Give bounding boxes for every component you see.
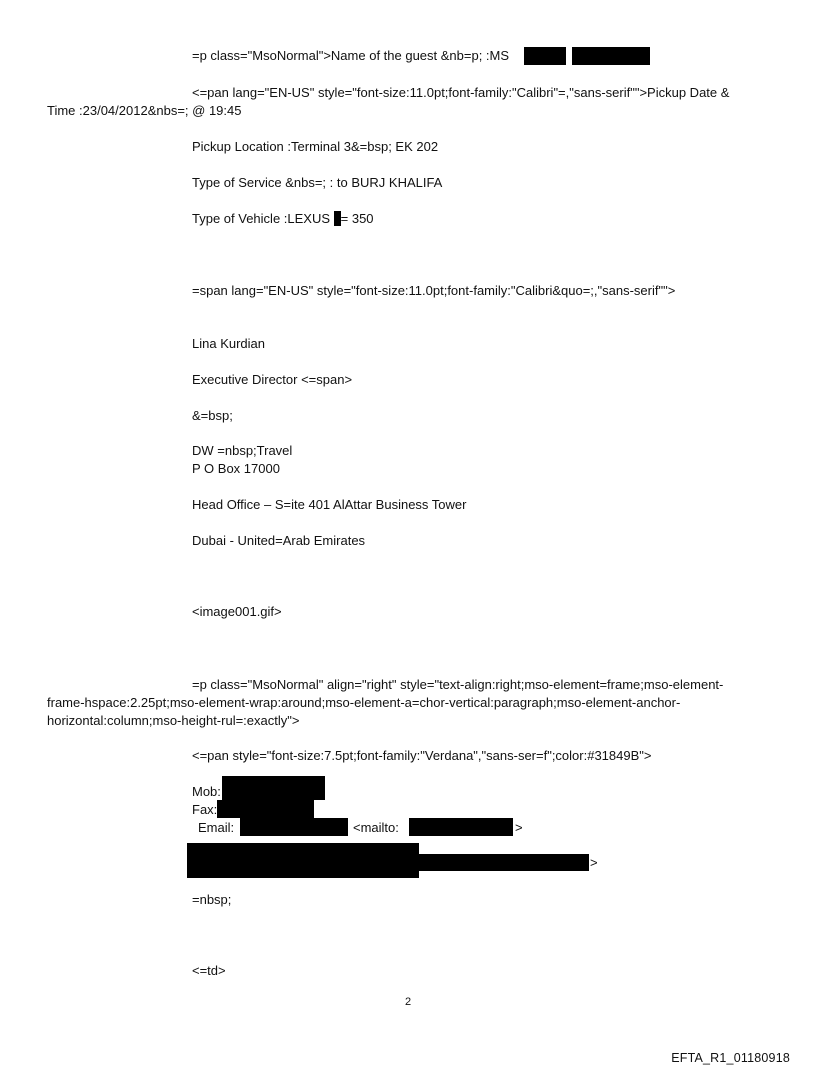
redaction-block: [334, 211, 341, 226]
image-placeholder: <image001.gif>: [192, 604, 282, 619]
email-label: Email:: [198, 820, 235, 835]
span-markup-line: =span lang="EN-US" style="font-size:11.0pt;font-family:"Calibri&quo=;,"sans-serif"">: [192, 283, 676, 298]
company-name: DW =nbsp;Travel: [192, 443, 293, 458]
redaction-block: [524, 47, 566, 65]
vehicle-type-line: [192, 210, 374, 228]
redaction-block: [222, 776, 325, 800]
office-address: Head Office – S=ite 401 AlAttar Business Tower: [192, 497, 467, 512]
verdana-span-line: <=pan style="font-size:7.5pt;font-family:"Verdana","sans-ser=f";color:#31849B">: [192, 748, 652, 763]
redaction-block: [419, 854, 589, 871]
nbsp-line: &=bsp;: [192, 408, 233, 423]
frame-markup-line-3: horizontal:column;mso-height-rul=:exactly">: [47, 713, 300, 728]
redaction-block: [240, 818, 348, 836]
page-number: 2: [404, 996, 412, 1008]
redaction-block: [187, 843, 419, 878]
mailto-text: <mailto:: [353, 820, 399, 835]
po-box: P O Box 17000: [192, 461, 280, 476]
line-close: >: [590, 855, 598, 870]
nbsp-line-2: =nbsp;: [192, 892, 232, 907]
td-markup-line: <=td>: [192, 963, 226, 978]
redaction-block: [572, 47, 650, 65]
mobile-label: Mob:: [192, 784, 221, 799]
frame-markup-line-2: frame-hspace:2.25pt;mso-element-wrap:around;mso-element-a=chor-vertical:paragraph;mso-element-anchor-: [47, 695, 681, 710]
frame-markup-line-1: =p class="MsoNormal" align="right" style="text-align:right;mso-element=frame;mso-element-: [192, 677, 724, 692]
guest-name-line: =p class="MsoNormal">Name of the guest &nb=p; :MS: [192, 48, 510, 63]
pickup-time-line: Time :23/04/2012&nbs=; @ 19:45: [47, 103, 242, 118]
vehicle-type-text: Type of Vehicle :LEXUS: [192, 211, 334, 226]
pickup-location-line: Pickup Location :Terminal 3&=bsp; EK 202: [192, 139, 439, 154]
fax-label: Fax:: [192, 802, 218, 817]
redaction-block: [217, 800, 314, 818]
signature-name: Lina Kurdian: [192, 336, 265, 351]
signature-title: Executive Director <=span>: [192, 372, 353, 387]
service-type-line: Type of Service &nbs=; : to BURJ KHALIFA: [192, 175, 443, 190]
redaction-block: [409, 818, 513, 836]
city-country: Dubai - United=Arab Emirates: [192, 533, 366, 548]
pickup-date-line: <=pan lang="EN-US" style="font-size:11.0pt;font-family:"Calibri"=,"sans-serif"">Pickup Date &: [192, 85, 730, 100]
vehicle-model-text: = 350: [340, 211, 374, 226]
mailto-close: >: [515, 820, 523, 835]
bates-number: EFTA_R1_01180918: [671, 1051, 790, 1065]
